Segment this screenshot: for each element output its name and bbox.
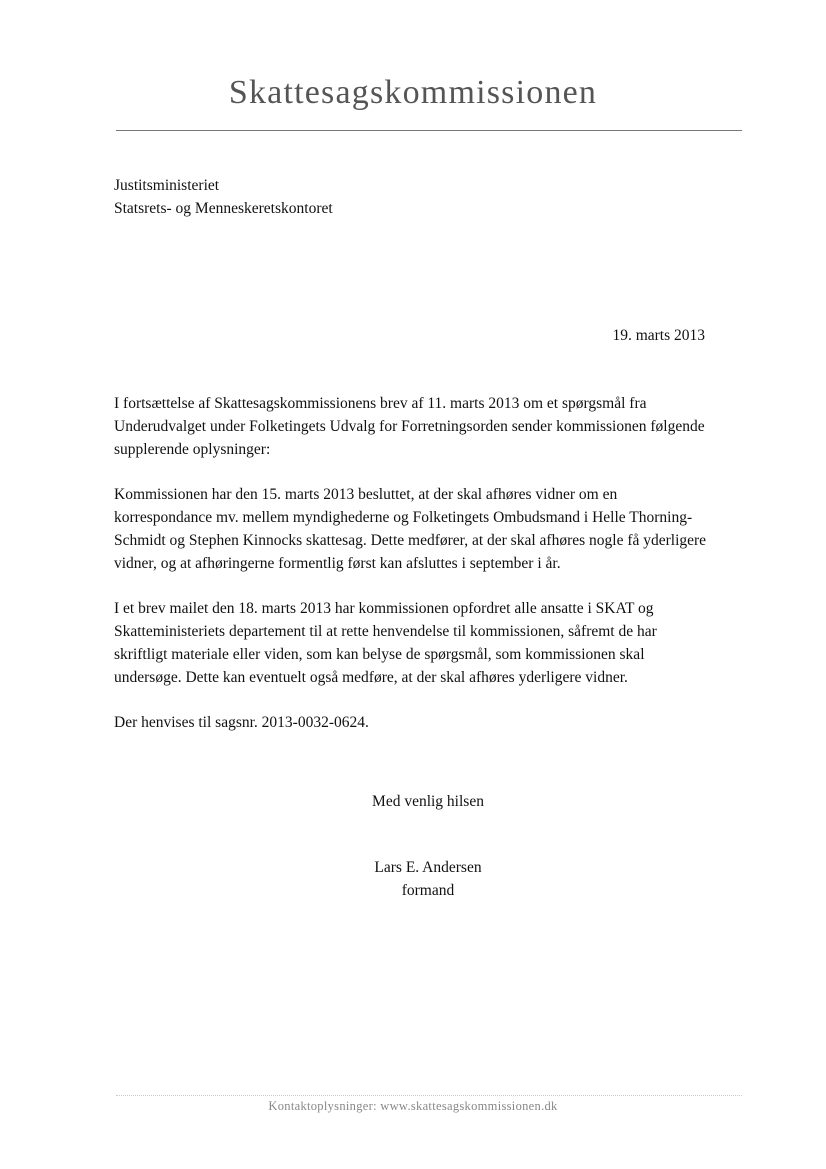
signer-name: Lars E. Andersen [374, 859, 482, 876]
recipient-line-ministry: Justitsministeriet [114, 177, 220, 194]
recipient-line-office: Statsrets- og Menneskeretskontoret [114, 200, 333, 217]
signer-role: formand [401, 882, 455, 899]
closing-greeting: Med venlig hilsen [372, 793, 484, 810]
body-paragraph: I et brev mailet den 18. marts 2013 har kommissionen opfordret alle ansatte i SKAT og Skatteministeriets departement til at rette henvendelse til kommissionen, såfremt de har skriftligt materiale eller viden, som kan belyse de spørgsmål, som kommissionen skal undersøge. Dette kan eventuelt også medføre, at der skal afhøres yderligere vidner. [114, 600, 657, 686]
body-paragraph: Kommissionen har den 15. marts 2013 besluttet, at der skal afhøres vidner om en korrespondance mv. mellem myndighederne og Folketingets Ombudsmand i Helle Thorning-Schmidt og Stephen Kinnocks skattesag. Dette medfører, at der skal afhøres nogle få yderligere vidner, og at afhøringerne formentlig først kan afsluttes i september i år. [114, 486, 707, 572]
letter-body [114, 392, 714, 756]
letterhead-title: Skattesagskommissionen [228, 74, 598, 111]
recipient-address [114, 174, 333, 220]
body-paragraph: I fortsættelse af Skattesagskommissionens brev af 11. marts 2013 om et spørgsmål fra Underudvalget under Folketingets Udvalg for Forretningsorden sender kommissionen følgende supplerende oplysninger: [114, 395, 705, 458]
footer-contact: Kontaktoplysninger: www.skattesagskommissionen.dk [268, 1099, 558, 1113]
letter-date: 19. marts 2013 [612, 327, 705, 344]
letterhead-divider [116, 130, 742, 131]
body-paragraph-reference: Der henvises til sagsnr. 2013-0032-0624. [114, 714, 369, 731]
signature-block [0, 856, 826, 902]
footer-divider [116, 1095, 742, 1096]
